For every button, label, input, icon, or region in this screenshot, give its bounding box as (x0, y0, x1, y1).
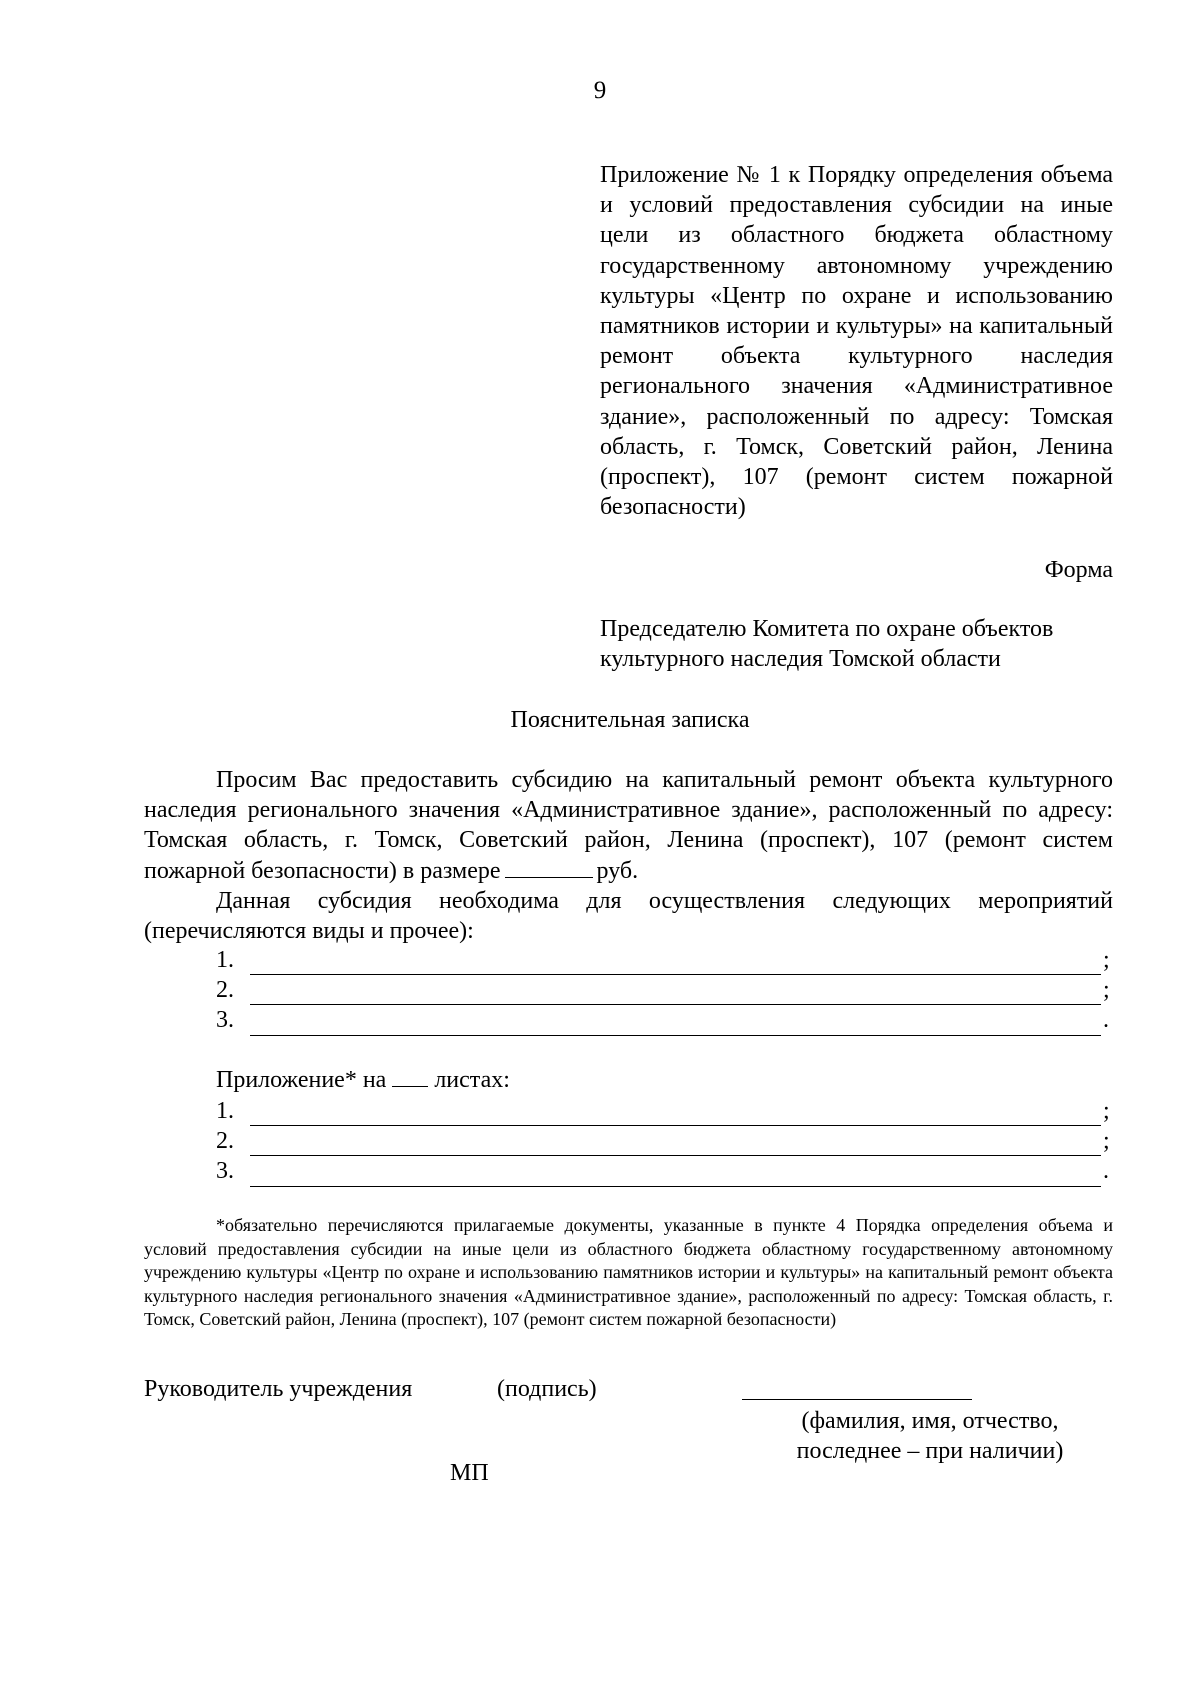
fill-in-line (250, 1135, 1101, 1156)
fill-in-line (250, 1105, 1101, 1126)
list-item (216, 1096, 1113, 1126)
activities-list (216, 945, 1113, 1036)
form-label: Форма (1044, 557, 1113, 583)
sheets-count-blank (392, 1068, 428, 1087)
addressee-line-1: Председателю Комитета по охране объектов (600, 616, 1054, 642)
attachment-label (216, 1065, 510, 1095)
attachment-label-after: листах: (434, 1067, 510, 1093)
full-name-note (790, 1406, 1070, 1466)
full-name-note-line-2: последнее – при наличии) (796, 1438, 1064, 1464)
purpose-paragraph: Данная субсидия необходима для осуществления следующих мероприятий (перечисляются виды и прочее): (144, 887, 1113, 945)
list-item (216, 1126, 1113, 1156)
attachments-list (216, 1096, 1113, 1187)
list-item (216, 1005, 1113, 1035)
amount-blank (505, 859, 593, 878)
body-text (144, 765, 1113, 946)
list-item-number: 1. (216, 946, 234, 973)
list-item-number: 2. (216, 1128, 234, 1155)
attachment-label-before: Приложение* на (216, 1067, 387, 1093)
request-paragraph (144, 765, 1113, 886)
head-of-institution-label: Руководитель учреждения (144, 1376, 413, 1402)
list-item-end: ; (1103, 946, 1110, 973)
list-item (216, 945, 1113, 975)
list-item (216, 1156, 1113, 1186)
fill-in-line (250, 1015, 1101, 1036)
name-fill-in-line (742, 1399, 972, 1400)
full-name-note-line-1: (фамилия, имя, отчество, (801, 1408, 1059, 1434)
list-item-number: 1. (216, 1097, 234, 1124)
list-item-number: 3. (216, 1007, 234, 1034)
annex-header: Приложение № 1 к Порядку определения объема и условий предоставления субсидии на иные цели из областного бюджета областному государственному автономному учреждению культуры «Центр по охране и использованию памятников истории и культуры» на капитальный ремонт объекта культурного наследия регионального значения «Административное здание», расположенный по адресу: Томская область, г. Томск, Советский район, Ленина (проспект), 107 (ремонт систем пожарной безопасности) (600, 162, 1113, 521)
addressee-line-2: культурного наследия Томской области (600, 646, 1001, 672)
amount-unit: руб. (596, 857, 639, 884)
fill-in-line (250, 954, 1101, 975)
footnote-text: *обязательно перечисляются прилагаемые документы, указанные в пункте 4 Порядка определения объема и условий предоставления субсидии на иные цели из областного бюджета областному государственному автономному учреждению культуры «Центр по охране и использованию памятников истории и культуры» на капитальный ремонт объекта культурного наследия регионального значения «Административное здание», расположенный по адресу: Томская область, г. Томск, Советский район, Ленина (проспект), 107 (ремонт систем пожарной безопасности) (144, 1215, 1113, 1330)
document-title: Пояснительная записка (510, 707, 750, 733)
list-item-end: . (1103, 1158, 1109, 1185)
list-item-number: 3. (216, 1158, 234, 1185)
page-number: 9 (593, 77, 607, 104)
list-item-number: 2. (216, 977, 234, 1004)
addressee (600, 614, 1113, 674)
signature-label: (подпись) (497, 1376, 597, 1402)
list-item-end: ; (1103, 1128, 1110, 1155)
list-item-end: ; (1103, 1097, 1110, 1124)
list-item-end: ; (1103, 977, 1110, 1004)
fill-in-line (250, 1166, 1101, 1187)
list-item-end: . (1103, 1007, 1109, 1034)
list-item (216, 975, 1113, 1005)
request-text: Просим Вас предоставить субсидию на капитальный ремонт объекта культурного наследия регионального значения «Административное здание», расположенный по адресу: Томская область, г. Томск, Советский район, Ленина (проспект), 107 (ремонт систем пожарной безопасности) в размере (144, 767, 1113, 884)
footnote (144, 1214, 1113, 1332)
fill-in-line (250, 984, 1101, 1005)
seal-mark: МП (450, 1460, 489, 1486)
